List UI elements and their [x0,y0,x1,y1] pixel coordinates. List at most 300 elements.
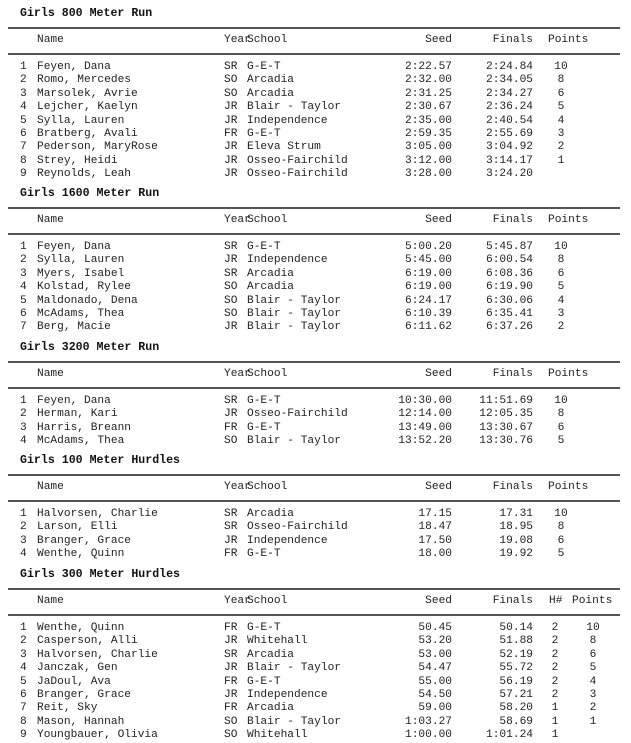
athlete-year: SO [224,281,238,294]
event-title: Girls 3200 Meter Run [20,341,160,354]
result-row [0,295,631,308]
seed-time: 2:31.25 [405,87,452,100]
heat-number: 2 [551,662,559,675]
seed-time: 3:05.00 [405,141,452,154]
athlete-year: JR [224,689,238,701]
seed-time: 10:30.00 [398,395,452,407]
place-number: 6 [20,128,27,140]
result-row [0,689,631,702]
table-header [0,214,631,227]
place-number: 7 [20,321,27,334]
result-row [0,88,631,101]
points-value: 6 [557,267,565,280]
divider [8,614,620,616]
result-row [0,308,631,321]
athlete-year: SO [224,74,238,87]
points-value: 10 [554,395,568,407]
place-number: 7 [20,141,27,154]
heat-number: 2 [551,648,559,661]
place-number: 1 [20,61,27,73]
points-value: 2 [557,321,565,334]
athlete-name: Kolstad, Rylee [37,281,131,294]
athlete-year: FR [224,421,238,434]
place-number: 4 [20,281,27,294]
header-points: Points [572,595,613,607]
finals-time: 19.08 [499,534,533,547]
athlete-name: Maldonado, Dena [37,294,138,307]
place-number: 2 [20,635,27,648]
finals-time: 6:00.54 [486,254,533,267]
finals-time: 2:34.05 [486,74,533,87]
place-number: 1 [20,508,27,520]
seed-time: 59.00 [418,702,452,715]
place-number: 1 [20,622,27,634]
finals-time: 58.20 [499,702,533,715]
athlete-name: Youngbauer, Olivia [37,729,158,742]
points-value: 4 [557,294,565,307]
athlete-name: Sylla, Lauren [37,254,125,267]
athlete-school: Blair - Taylor [247,294,341,307]
athlete-school: Blair - Taylor [247,321,341,334]
finals-time: 58.69 [499,715,533,728]
seed-time: 50.45 [418,622,452,634]
finals-time: 56.19 [499,675,533,688]
athlete-name: Lejcher, Kaelyn [37,101,138,114]
result-row [0,662,631,675]
header-school: School [247,481,288,493]
result-row [0,254,631,267]
place-number: 2 [20,74,27,87]
athlete-school: Arcadia [247,508,294,520]
result-row [0,155,631,168]
athlete-school: Independence [247,689,328,701]
athlete-name: Halvorsen, Charlie [37,648,158,661]
header-year: Year [224,34,251,46]
athlete-school: Blair - Taylor [247,715,341,728]
heat-number: 1 [551,715,559,728]
header-finals: Finals [492,595,533,607]
seed-time: 17.50 [418,534,452,547]
athlete-name: Reit, Sky [37,702,98,715]
athlete-year: SR [224,241,238,253]
place-number: 4 [20,548,27,561]
header-points: Points [548,368,589,380]
athlete-year: FR [224,702,238,715]
athlete-year: JR [224,321,238,334]
seed-time: 13:52.20 [398,435,452,448]
athlete-name: Herman, Kari [37,408,118,421]
result-row [0,521,631,534]
athlete-school: Osseo-Fairchild [247,154,348,167]
points-value: 5 [589,662,597,675]
athlete-name: Casperson, Alli [37,635,138,648]
seed-time: 3:12.00 [405,154,452,167]
header-seed: Seed [425,595,452,607]
athlete-name: Myers, Isabel [37,267,125,280]
points-value: 6 [557,87,565,100]
points-value: 5 [557,548,565,561]
seed-time: 12:14.00 [398,408,452,421]
divider [8,27,620,29]
seed-time: 1:03.27 [405,715,452,728]
athlete-school: Osseo-Fairchild [247,168,348,181]
athlete-school: G-E-T [247,395,281,407]
points-value: 10 [554,61,568,73]
header-finals: Finals [492,481,533,493]
athlete-school: Osseo-Fairchild [247,521,348,534]
seed-time: 54.50 [418,689,452,701]
athlete-name: Halvorsen, Charlie [37,508,158,520]
athlete-year: JR [224,408,238,421]
result-row [0,61,631,74]
finals-time: 2:40.54 [486,114,533,127]
header-seed: Seed [425,34,452,46]
finals-time: 6:08.36 [486,267,533,280]
header-name: Name [37,595,64,607]
athlete-school: G-E-T [247,421,281,434]
finals-time: 52.19 [499,648,533,661]
points-value: 2 [589,702,597,715]
seed-time: 2:22.57 [405,61,452,73]
finals-time: 2:55.69 [486,128,533,140]
header-seed: Seed [425,481,452,493]
seed-time: 5:45.00 [405,254,452,267]
divider [8,500,620,502]
points-value: 10 [554,241,568,253]
header-points: Points [548,34,589,46]
result-row [0,435,631,448]
athlete-year: SO [224,715,238,728]
result-row [0,168,631,181]
athlete-name: Wenthe, Quinn [37,548,125,561]
athlete-year: JR [224,534,238,547]
finals-time: 1:01.24 [486,729,533,742]
result-row [0,408,631,421]
seed-time: 2:59.35 [405,128,452,140]
place-number: 5 [20,294,27,307]
finals-time: 3:04.92 [486,141,533,154]
divider [8,474,620,476]
event-title: Girls 100 Meter Hurdles [20,454,181,467]
divider [8,207,620,209]
header-seed: Seed [425,214,452,226]
divider [8,588,620,590]
seed-time: 54.47 [418,662,452,675]
seed-time: 6:24.17 [405,294,452,307]
divider [8,53,620,55]
athlete-year: SR [224,395,238,407]
place-number: 4 [20,662,27,675]
header-points: Points [548,214,589,226]
place-number: 3 [20,534,27,547]
heat-number: 1 [551,702,559,715]
seed-time: 2:32.00 [405,74,452,87]
place-number: 3 [20,267,27,280]
result-row [0,535,631,548]
header-name: Name [37,214,64,226]
header-school: School [247,368,288,380]
finals-time: 55.72 [499,662,533,675]
athlete-name: McAdams, Thea [37,435,125,448]
athlete-name: Bratberg, Avali [37,128,138,140]
finals-time: 6:37.26 [486,321,533,334]
seed-time: 5:00.20 [405,241,452,253]
result-row [0,321,631,334]
header-school: School [247,214,288,226]
points-value: 1 [589,715,597,728]
place-number: 9 [20,168,27,181]
event-title: Girls 800 Meter Run [20,7,153,20]
header-name: Name [37,481,64,493]
athlete-school: Arcadia [247,281,294,294]
athlete-school: G-E-T [247,622,281,634]
athlete-name: Branger, Grace [37,534,131,547]
finals-time: 6:35.41 [486,308,533,320]
result-row [0,241,631,254]
place-number: 5 [20,675,27,688]
result-row [0,101,631,114]
divider [8,233,620,235]
result-row [0,141,631,154]
points-value: 6 [557,534,565,547]
athlete-year: SO [224,294,238,307]
seed-time: 55.00 [418,675,452,688]
points-value: 5 [557,281,565,294]
athlete-name: McAdams, Thea [37,308,125,320]
athlete-name: Feyen, Dana [37,395,111,407]
athlete-year: JR [224,141,238,154]
place-number: 1 [20,395,27,407]
athlete-school: Blair - Taylor [247,308,341,320]
result-row [0,649,631,662]
result-row [0,395,631,408]
header-name: Name [37,34,64,46]
athlete-name: Marsolek, Avrie [37,87,138,100]
points-value: 8 [557,408,565,421]
athlete-school: G-E-T [247,548,281,561]
place-number: 6 [20,308,27,320]
athlete-school: G-E-T [247,61,281,73]
athlete-name: Feyen, Dana [37,241,111,253]
seed-time: 53.20 [418,635,452,648]
place-number: 9 [20,729,27,742]
athlete-year: SR [224,521,238,534]
result-row [0,635,631,648]
athlete-name: Berg, Macie [37,321,111,334]
athlete-name: Branger, Grace [37,689,131,701]
place-number: 4 [20,435,27,448]
header-year: Year [224,595,251,607]
points-value: 8 [557,74,565,87]
athlete-year: JR [224,101,238,114]
finals-time: 13:30.67 [479,421,533,434]
finals-time: 3:24.20 [486,168,533,181]
finals-time: 2:24.84 [486,61,533,73]
athlete-year: SR [224,267,238,280]
finals-time: 5:45.87 [486,241,533,253]
header-finals: Finals [492,214,533,226]
athlete-name: Reynolds, Leah [37,168,131,181]
table-header [0,368,631,381]
athlete-school: Arcadia [247,648,294,661]
athlete-school: Arcadia [247,702,294,715]
event-title: Girls 300 Meter Hurdles [20,568,181,581]
result-row [0,128,631,141]
points-value: 1 [557,154,565,167]
place-number: 2 [20,408,27,421]
athlete-year: SR [224,508,238,520]
athlete-school: Arcadia [247,87,294,100]
table-header [0,34,631,47]
athlete-name: Janczak, Gen [37,662,118,675]
header-heat: H# [549,595,563,607]
athlete-name: Pederson, MaryRose [37,141,158,154]
points-value: 4 [589,675,597,688]
place-number: 7 [20,702,27,715]
seed-time: 53.00 [418,648,452,661]
seed-time: 3:28.00 [405,168,452,181]
finals-time: 2:36.24 [486,101,533,114]
result-row [0,508,631,521]
athlete-name: Sylla, Lauren [37,114,125,127]
points-value: 5 [557,101,565,114]
finals-time: 6:19.90 [486,281,533,294]
athlete-name: Romo, Mercedes [37,74,131,87]
points-value: 6 [557,421,565,434]
athlete-year: JR [224,114,238,127]
athlete-name: Harris, Breann [37,421,131,434]
athlete-year: JR [224,662,238,675]
seed-time: 2:35.00 [405,114,452,127]
athlete-year: FR [224,548,238,561]
finals-time: 11:51.69 [479,395,533,407]
result-row [0,548,631,561]
athlete-year: JR [224,254,238,267]
finals-time: 19.92 [499,548,533,561]
table-header [0,481,631,494]
heat-number: 2 [551,622,559,634]
result-row [0,622,631,635]
points-value: 5 [557,435,565,448]
athlete-school: Blair - Taylor [247,101,341,114]
place-number: 2 [20,254,27,267]
heat-number: 2 [551,689,559,701]
athlete-year: SO [224,729,238,742]
athlete-year: SO [224,435,238,448]
athlete-school: Independence [247,254,328,267]
athlete-school: Whitehall [247,635,308,648]
athlete-year: JR [224,635,238,648]
result-row [0,716,631,729]
athlete-year: JR [224,168,238,181]
athlete-year: SR [224,61,238,73]
header-year: Year [224,368,251,380]
result-row [0,281,631,294]
points-value: 10 [586,622,600,634]
header-finals: Finals [492,34,533,46]
header-year: Year [224,481,251,493]
athlete-name: Larson, Elli [37,521,118,534]
place-number: 3 [20,421,27,434]
points-value: 3 [557,308,565,320]
header-name: Name [37,368,64,380]
athlete-year: FR [224,622,238,634]
finals-time: 12:05.35 [479,408,533,421]
place-number: 8 [20,154,27,167]
athlete-school: Independence [247,534,328,547]
heat-number: 1 [551,729,559,742]
place-number: 6 [20,689,27,701]
athlete-school: G-E-T [247,241,281,253]
athlete-name: Feyen, Dana [37,61,111,73]
seed-time: 1:00.00 [405,729,452,742]
seed-time: 6:19.00 [405,267,452,280]
finals-time: 2:34.27 [486,87,533,100]
result-row [0,115,631,128]
result-row [0,676,631,689]
points-value: 10 [554,508,568,520]
table-header [0,595,631,608]
points-value: 3 [589,689,597,701]
heat-number: 2 [551,675,559,688]
points-value: 8 [589,635,597,648]
athlete-school: Arcadia [247,74,294,87]
points-value: 3 [557,128,565,140]
athlete-school: Osseo-Fairchild [247,408,348,421]
place-number: 3 [20,87,27,100]
place-number: 4 [20,101,27,114]
place-number: 1 [20,241,27,253]
points-value: 6 [589,648,597,661]
finals-time: 17.31 [499,508,533,520]
divider [8,361,620,363]
header-school: School [247,595,288,607]
seed-time: 13:49.00 [398,421,452,434]
athlete-school: Whitehall [247,729,308,742]
heat-number: 2 [551,635,559,648]
seed-time: 18.47 [418,521,452,534]
seed-time: 2:30.67 [405,101,452,114]
seed-time: 6:10.39 [405,308,452,320]
divider [8,387,620,389]
event-title: Girls 1600 Meter Run [20,187,160,200]
header-seed: Seed [425,368,452,380]
result-row [0,422,631,435]
result-row [0,702,631,715]
finals-time: 13:30.76 [479,435,533,448]
athlete-school: Arcadia [247,267,294,280]
athlete-school: G-E-T [247,675,281,688]
seed-time: 18.00 [418,548,452,561]
place-number: 3 [20,648,27,661]
header-points: Points [548,481,589,493]
finals-time: 50.14 [499,622,533,634]
athlete-school: Eleva Strum [247,141,321,154]
finals-time: 3:14.17 [486,154,533,167]
result-row [0,74,631,87]
header-year: Year [224,214,251,226]
finals-time: 57.21 [499,689,533,701]
finals-time: 6:30.06 [486,294,533,307]
place-number: 5 [20,114,27,127]
athlete-year: JR [224,154,238,167]
points-value: 8 [557,254,565,267]
athlete-name: Strey, Heidi [37,154,118,167]
athlete-school: G-E-T [247,128,281,140]
athlete-year: FR [224,128,238,140]
athlete-school: Blair - Taylor [247,435,341,448]
header-school: School [247,34,288,46]
